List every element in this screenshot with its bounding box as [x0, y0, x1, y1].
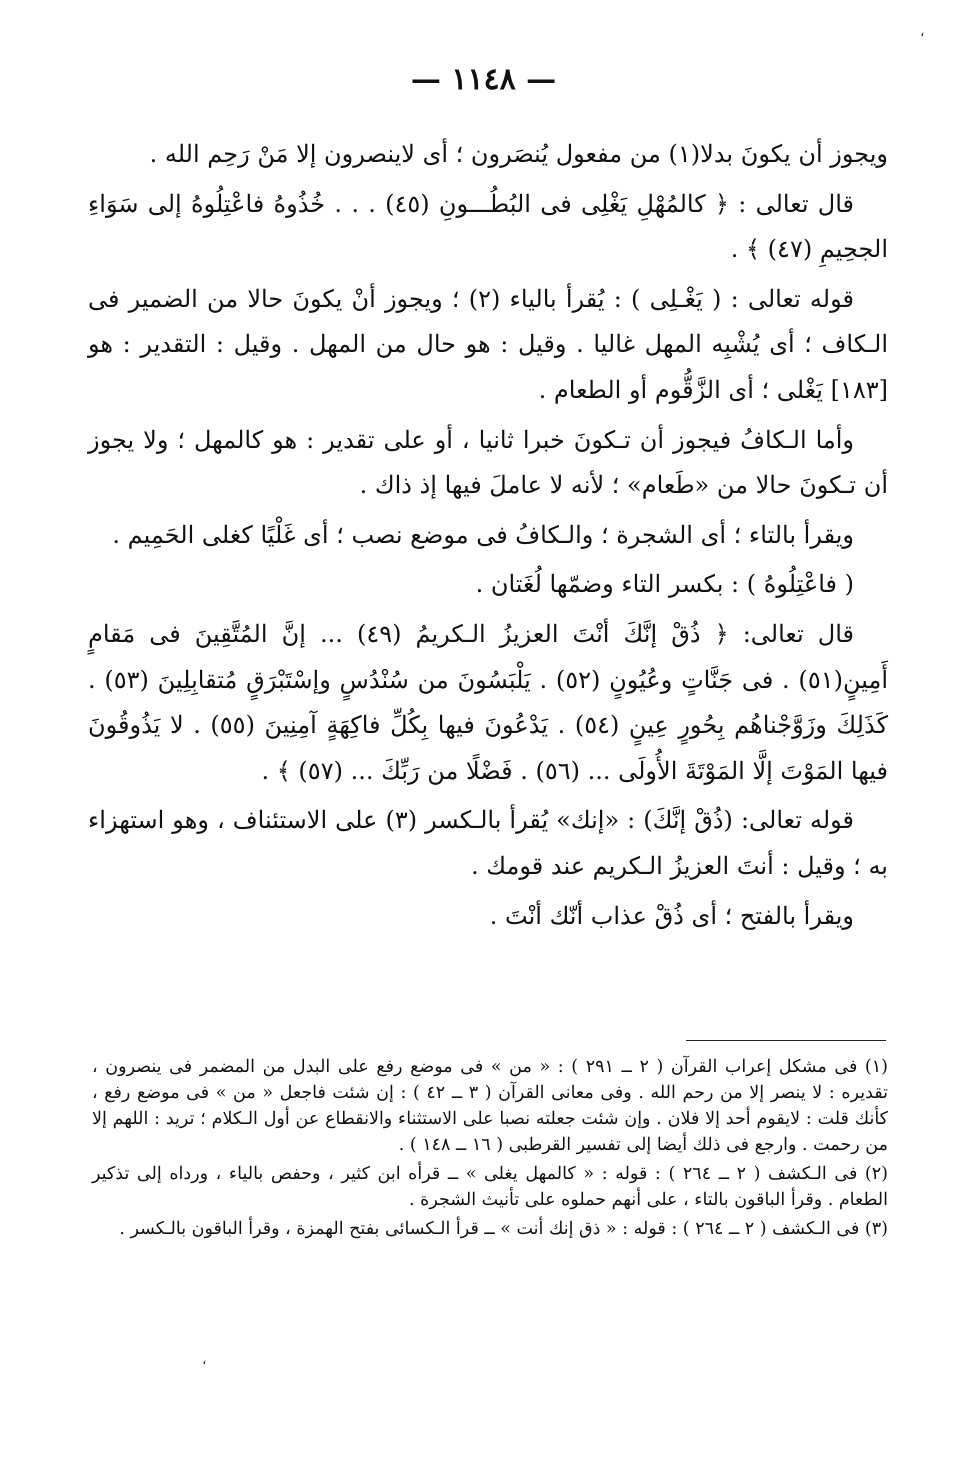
footnote-3: (٣) فى الـكشف ( ٢ ــ ٢٦٤ ) : قوله : « ذق إنك أنت » ــ قرأ الـكسائى بفتح الهمزة ، وقرأ الباقون بالـكسر .	[119, 1219, 888, 1239]
footnote-1: (١) فى مشكل إعراب القرآن ( ٢ ــ ٢٩١ ) : « من » فى موضع رفع على البدل من المضمر فى ينصرون ، تقديره : لا ينصر إلا من رحم الله . وفى معانى القرآن ( ٣ ــ ٤٢ ) : إن شئت فاجعل « من » فى موضع رفع ، كأنك قلت : لايقوم أحد إلا فلان . وإن شئت جعلته نصبا على الاستثناء والانقطاع عن أول الـكلام ؛ تريد : اللهم إلا من رحمت . وارجع فى ذلك أيضا إلى تفسير القرطبى ( ١٦ ــ ١٤٨ ) .	[92, 1057, 888, 1155]
stray-mark-bottom: ،	[202, 1352, 207, 1368]
paragraph-1: ويجوز أن يكونَ بدلا(١) من مفعول يُنصَرون ؛ أى لاينصرون إلا مَنْ رَحِم الله .	[149, 140, 888, 168]
main-text	[88, 132, 888, 943]
paragraph-6: ( فاعْتِلُوهُ ) : بكسر التاء وضمّها لُغَتان .	[475, 570, 854, 599]
stray-mark-top: ،	[920, 24, 925, 40]
footnote-divider	[686, 1040, 886, 1041]
paragraph-2: قال تعالى : ﴿ كالمُهْلِ يَغْلِى فى البُطُـــونِ (٤٥) . . . خُذُوهُ فاعْتِلُوهُ إلى سَوَاءِ الجحِيمِ (٤٧) ﴾ .	[88, 189, 888, 264]
page-number: — ١١٤٨ —	[410, 62, 557, 97]
paragraph-4: وأما الـكافُ فيجوز أن تـكونَ خبرا ثانيا ، أو على تقدير : هو كالمهل ؛ ولا يجوز أن تـكونَ حالا من «طَعام» ؛ لأنه لا عاملَ فيها إذ ذاك .	[88, 425, 888, 500]
paragraph-3: قوله تعالى : ( يَغْـلِى ) : يُقرأ بالياء (٢) ؛ ويجوز أنْ يكونَ حالا من الضمير فى الـكاف ؛ أى يُشْبِه المهل غاليا . وقيل : هو حال من المهل . وقيل : التقدير : هو [١٨٣] يَغْلى ؛ أى الزَّقُّوم أو الطعام .	[88, 284, 889, 404]
paragraph-5: ويقرأ بالتاء ؛ أى الشجرة ؛ والـكافُ فى موضع نصب ؛ أى غَلْيًا كغلى الحَمِيم .	[112, 520, 854, 549]
paragraph-9: ويقرأ بالفتح ؛ أى ذُقْ عذاب أنّك أنْتَ .	[489, 901, 854, 930]
paragraph-7: قال تعالى: ﴿ ذُقْ إنَّكَ أنْتَ العزيزُ الـكريمُ (٤٩) ... إنَّ المُتَّقِينَ فى مَقامٍ أَمِينٍ(٥١) . فى جَنَّاتٍ وعُيُونٍ (٥٢) . يَلْبَسُونَ من سُنْدُسٍ وإسْتَبْرَقٍ مُتقابِلِينَ (٥٣) . كَذَلِكَ وزَوَّجْناهُم بِحُورٍ عِينٍ (٥٤) . يَدْعُونَ فيها بِكُلِّ فاكِهَةٍ آمِنِينَ (٥٥) . لا يَذُوقُونَ فيها المَوْتَ إلَّا المَوْتَةَ الأُولَى ... (٥٦) . فَضْلًا من رَبِّكَ ... (٥٧) ﴾ .	[88, 619, 888, 785]
footnote-2: (٢) فى الـكشف ( ٢ ــ ٢٦٤ ) : قوله : « كالمهل يغلى » ــ قرأه ابن كثير ، وحفص بالياء ، ورداه إلى تذكير الطعام . وقرأ الباقون بالتاء ، على أنهم حملوه على تأنيث الشجرة .	[92, 1164, 888, 1210]
paragraph-8: قوله تعالى: (ذُقْ إنَّكَ) : «إنك» يُقرأ بالـكسر (٣) على الاستئناف ، وهو استهزاء به ؛ وقيل : أنتَ العزيزُ الـكريم عند قومك .	[88, 806, 888, 880]
footnotes	[92, 1054, 888, 1245]
